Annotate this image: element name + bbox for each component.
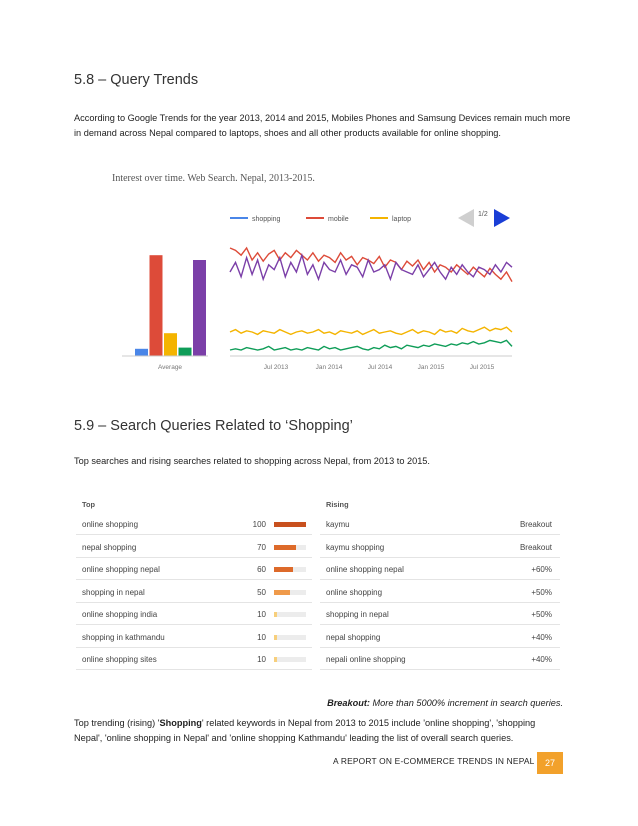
average-label: Average (157, 364, 183, 371)
legend-label-shopping: shopping (252, 216, 281, 223)
footer-text: A REPORT ON E-COMMERCE TRENDS IN NEPAL (333, 756, 535, 766)
rising-row-term: kaymu shopping (326, 542, 385, 552)
rising-row (320, 535, 560, 558)
rising-row-term: nepal shopping (326, 632, 381, 642)
rising-row-term: shopping in nepal (326, 610, 389, 619)
query-trends-paragraph: According to Google Trends for the year 2013, 2014 and 2015, Mobiles Phones and Samsung Devices remain much more in demand across Nepal compared to laptops, shoes and all other products available for online shopping. (74, 113, 571, 138)
top-row-term: shopping in nepal (82, 587, 145, 597)
average-bar-2 (164, 333, 177, 356)
average-bar-1 (150, 255, 163, 356)
x-tick-label: Jan 2014 (315, 364, 343, 371)
top-row-bar-track (274, 567, 306, 572)
top-row-bar-track (274, 522, 306, 527)
search-queries-intro: Top searches and rising searches related to shopping across Nepal, from 2013 to 2015. (74, 456, 430, 466)
section-title-query-trends: 5.8 – Query Trends (74, 72, 199, 88)
top-row-score: 100 (252, 520, 266, 529)
rising-row (320, 647, 560, 670)
top-row-score: 60 (257, 565, 266, 574)
rising-row (320, 580, 560, 603)
x-tick-label: Jan 2015 (417, 364, 445, 371)
top-row-bar-fill (274, 545, 296, 550)
top-row (76, 625, 312, 648)
x-tick-label: Jul 2015 (469, 364, 495, 371)
legend-label-laptop: laptop (392, 216, 412, 223)
top-row-bar-track (274, 657, 306, 662)
top-row-term: nepal shopping (82, 542, 137, 552)
top-row (76, 580, 312, 603)
chart-title: Interest over time. Web Search. Nepal, 2013-2015. (112, 173, 315, 184)
top-row (76, 647, 312, 670)
average-bar-0 (135, 349, 148, 356)
x-tick-label: Jul 2014 (367, 364, 393, 371)
top-row-term: online shopping (82, 520, 139, 529)
section-title-search-queries: 5.9 – Search Queries Related to ‘Shopping’ (74, 418, 353, 434)
top-row-bar-fill (274, 567, 293, 572)
rising-row-value: Breakout (519, 520, 552, 529)
top-row-bar-fill (274, 612, 277, 617)
closing-before: Top trending (rising) ' (74, 718, 160, 728)
top-row-bar-track (274, 612, 306, 617)
closing-paragraph (74, 716, 566, 746)
top-row-bar-fill (274, 657, 277, 662)
top-row-term: online shopping nepal (82, 565, 160, 574)
rising-row-term: kaymu (326, 520, 350, 529)
rising-row (320, 557, 560, 580)
top-row (76, 602, 312, 625)
rising-row (320, 625, 560, 648)
top-row-score: 10 (257, 610, 266, 619)
rising-row-value: Breakout (519, 542, 552, 552)
closing-bold: Shopping (159, 718, 202, 728)
average-bar-4 (193, 260, 206, 356)
breakout-label: Breakout: (327, 698, 370, 708)
rising-column (320, 500, 560, 664)
rising-row-term: nepali online shopping (326, 655, 406, 664)
breakout-text: More than 5000% increment in search queries. (369, 698, 563, 708)
rising-row-value: +60% (531, 565, 552, 574)
pager-label: 1/2 (478, 211, 488, 218)
average-bar-3 (179, 348, 192, 356)
rising-row-value: +40% (531, 632, 552, 642)
top-row-bar-track (274, 545, 306, 550)
interest-over-time-chart (108, 164, 528, 376)
rising-row-value: +50% (531, 610, 552, 619)
top-row (76, 557, 312, 580)
top-row-term: online shopping india (82, 610, 158, 619)
rising-row-term: online shopping nepal (326, 565, 404, 574)
top-row-bar-fill (274, 522, 306, 527)
top-row-bar-fill (274, 590, 290, 595)
top-row-bar-fill (274, 635, 277, 640)
top-header: Top (82, 500, 95, 509)
top-row (76, 535, 312, 558)
top-row-term: online shopping sites (82, 655, 157, 664)
page-number: 27 (537, 752, 563, 774)
top-row-score: 10 (257, 655, 266, 664)
top-row-bar-track (274, 590, 306, 595)
breakout-note (327, 698, 563, 708)
rising-row (320, 602, 560, 625)
top-column (76, 500, 312, 664)
top-row-score: 70 (257, 542, 266, 552)
top-row-bar-track (274, 635, 306, 640)
top-row-score: 50 (257, 587, 266, 597)
rising-row (320, 512, 560, 535)
top-row (76, 512, 312, 535)
rising-row-term: online shopping (326, 587, 383, 597)
rising-row-value: +40% (531, 655, 552, 664)
rising-row-value: +50% (531, 587, 552, 597)
x-tick-label: Jul 2013 (263, 364, 289, 371)
rising-header: Rising (326, 500, 349, 509)
top-row-score: 10 (257, 632, 266, 642)
top-row-term: shopping in kathmandu (82, 632, 165, 642)
closing-after: ' related keywords in Nepal from 2013 to 2015 include 'online shopping', 'shopping Nepal', 'online shopping in Nepal' and 'online shopping Kathmandu' leading the list of overall search queries. (74, 718, 536, 743)
legend-label-mobile: mobile (328, 216, 349, 223)
